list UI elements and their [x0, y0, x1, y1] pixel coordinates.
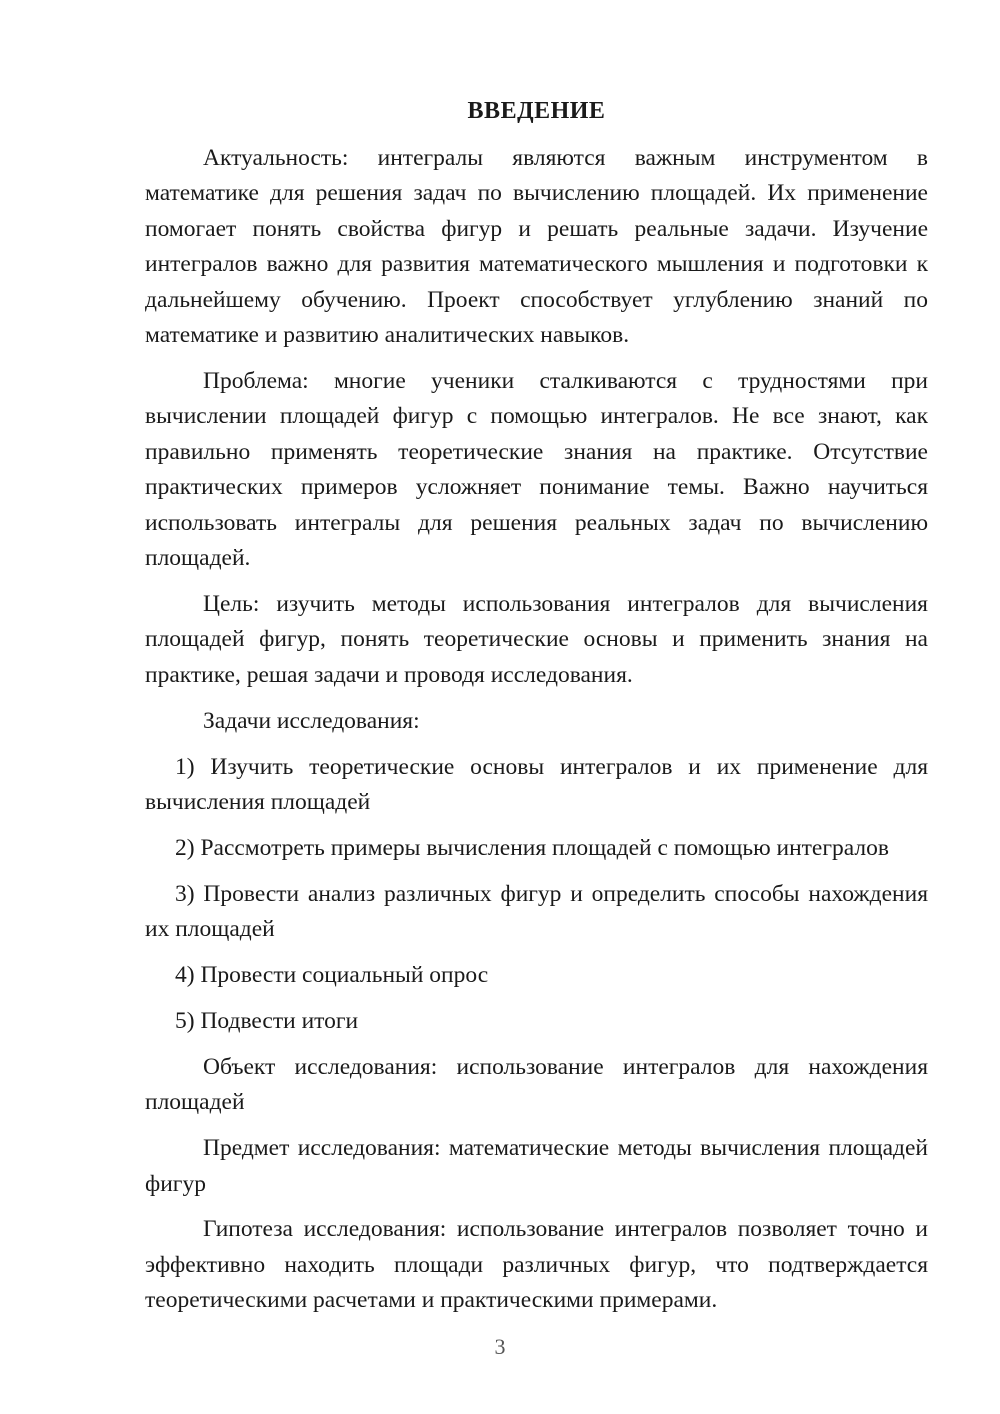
task-item-4: 4) Провести социальный опрос [175, 962, 489, 989]
paragraph-subject: Предмет исследования: математические методы вычисления площадей фигур [145, 1135, 928, 1197]
task-item-1: 1) Изучить теоретические основы интегралов и их применение для вычисления площадей [145, 753, 928, 815]
paragraph-goal: Цель: изучить методы использования интегралов для вычисления площадей фигур, понять теоретические основы и применить знания на практике, решая задачи и проводя исследования. [145, 590, 928, 688]
task-item-2: 2) Рассмотреть примеры вычисления площадей с помощью интегралов [175, 834, 889, 861]
page-title: ВВЕДЕНИЕ [467, 98, 606, 124]
task-item-5: 5) Подвести итоги [175, 1007, 359, 1034]
page-number: 3 [494, 1334, 506, 1359]
document-body [145, 141, 928, 1329]
paragraph-relevance: Актуальность: интегралы являются важным инструментом в математике для решения задач по вычислению площадей. Их применение помогает понять свойства фигур и решать реальные задачи. Изучение интегралов важно для развития математического мышления и подготовки к дальнейшему обучению. Проект способствует углублению знаний по математике и развитию аналитических навыков. [145, 145, 928, 349]
task-item-3: 3) Провести анализ различных фигур и определить способы нахождения их площадей [145, 880, 928, 943]
paragraph-hypothesis: Гипотеза исследования: использование интегралов позволяет точно и эффективно находить площади различных фигур, что подтверждается теоретическими расчетами и практическими примерами. [145, 1216, 928, 1314]
paragraph-object: Объект исследования: использование интегралов для нахождения площадей [145, 1053, 928, 1116]
paragraph-problem: Проблема: многие ученики сталкиваются с трудностями при вычислении площадей фигур с помощью интегралов. Не все знают, как правильно применять теоретические знания на практике. Отсутствие практических примеров усложняет понимание темы. Важно научиться использовать интегралы для решения реальных задач по вычислению площадей. [145, 367, 928, 571]
paragraph-tasks-heading: Задачи исследования: [203, 707, 420, 734]
